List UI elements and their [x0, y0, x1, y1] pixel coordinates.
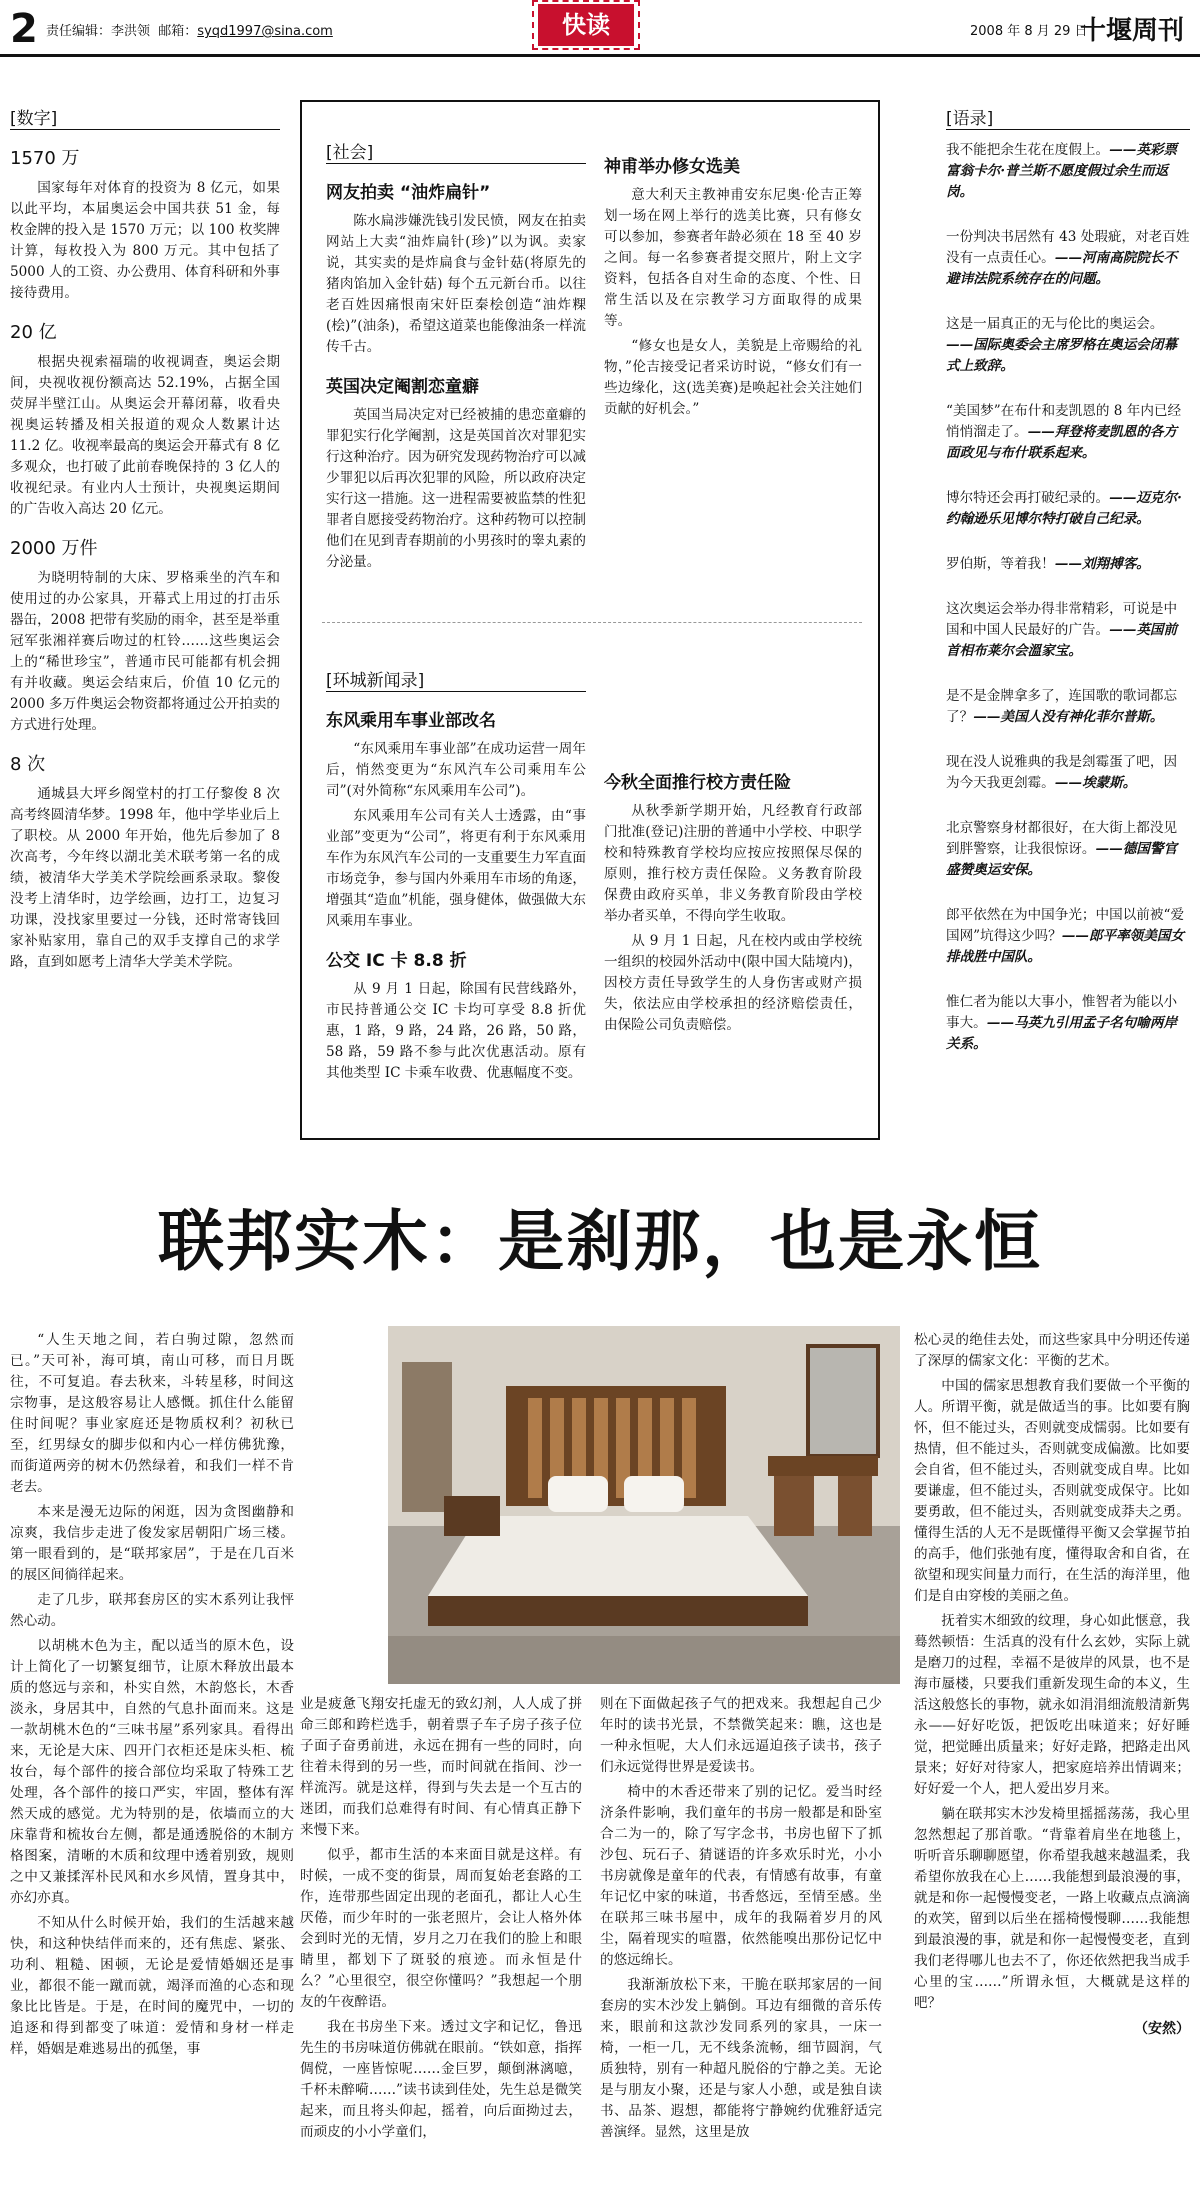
article-title: 网友拍卖 “油炸扁针” [326, 183, 491, 203]
section-society: [社会] [326, 143, 374, 163]
feature-paragraph: 我在书房坐下来。透过文字和记忆，鲁迅先生的书房味道仿佛就在眼前。“铁如意，指挥倜傥，一座皆惊呢……金巨罗，颠倒淋漓噫，千杯未醉嗬……”读书读到佳处，先生总是微笑起来，而且将头仰起，摇着，向后面拗过去，而顽皮的小小学童们， [300, 2019, 582, 2140]
section-rule [946, 129, 1190, 130]
feature-paragraph: 我渐渐放松下来，干脆在联邦家居的一间套房的实木沙发上躺倒。耳边有细微的音乐传来，眼前和这款沙发同系列的家具，一床一椅，一柜一几，无不线条流畅，细节圆润，气质独特，别有一种超凡脱俗的宁静之美。无论是与朋友小聚，还是与家人小憩，或是独自读书、品茶、遐想，都能将宁静婉约优雅舒适完善演绎。显然，这里是放 [600, 1977, 882, 2140]
article-title: 公交 IC 卡 8.8 折 [326, 951, 467, 971]
number-figure: 8 次 [10, 754, 46, 775]
section-rule [10, 129, 280, 130]
number-text: 国家每年对体育的投资为 8 亿元，如果以此平均，本届奥运会中国共获 51 金，每枚金牌的投入是 1570 万元；以 100 枚奖牌计算，每枚投入为 800 万元。其中包括了 5000 人的工资、办公费用、体育科研和外事接待费用。 [10, 180, 281, 301]
number-text: 根据央视索福瑞的收视调查，奥运会期间，央视收视份额高达 52.19%，占据全国荧屏半壁江山。从奥运会开幕闭幕，收看央视奥运转播及相关报道的观众人数累计达 11.2 亿。收视率最高的奥运会开幕式有 8 亿多观众，也打破了此前春晚保持的 3 亿人的收视纪录。有业内人士预计，央视奥运期间的广告收入高达 20 亿元。 [10, 354, 280, 517]
quote-text: 罗伯斯，等着我！ [946, 556, 1055, 572]
bedroom-illustration [388, 1326, 900, 1684]
section-rule [326, 691, 586, 692]
quotes-column [946, 104, 1190, 1079]
feature-paragraph: “人生天地之间，若白驹过隙，忽然而已。”天可补，海可填，南山可移，而日月既往，不可复追。春去秋来，斗转星移，时间这宗物事，是这般容易让人感慨。抓住什么能留住时间呢？事业家庭还是物质权利？初秋已至，红男绿女的脚步似和内心一样仿佛犹豫，而街道两旁的树木仍然绿着，和我们一样不肯老去。 [10, 1332, 294, 1495]
quote-item [946, 140, 1190, 203]
quote-source: ——美国人没有神化菲尔普斯。 [973, 709, 1164, 725]
article-paragraph: 从 9 月 1 日起，凡在校内或由学校统一组织的校园外活动中(限中国大陆境内)，因校方责任导致学生的人身伤害或财产损失，依法应由学校承担的经济赔偿责任，由保险公司负责赔偿。 [604, 933, 862, 1033]
article-title: 英国决定阉割恋童癖 [326, 377, 479, 397]
quote-item [946, 314, 1190, 377]
quote-text: 惟仁者为能以大事小，惟智者为能以小事大。 [946, 994, 1178, 1031]
feature-paragraph: 躺在联邦实木沙发椅里摇摇荡荡，我心里忽然想起了那首歌。“背靠着肩坐在地毯上，听听音乐聊聊愿望，你希望我越来越温柔，我希望你放我在心上……我能想到最浪漫的事，就是和你一起慢慢变老，一路上收藏点点滴滴的欢笑，留到以后坐在摇椅慢慢聊……我能想到最浪漫的事，就是和你一起慢慢变老，直到我们老得哪儿也去不了，你还依然把我当成手心里的宝……”所谓永恒，大概就是这样的吧？ [914, 1806, 1190, 2011]
feature-paragraph: 抚着实木细致的纹理，身心如此惬意，我蓦然顿悟：生活真的没有什么玄妙，实际上就是磨刀的过程，幸福不是彼岸的风景，也不是海市蜃楼，只要我们重新发现生命的本义，生活这般悠长的事物，就永如涓涓细流般清新隽永——好好吃饭，把饭吃出味道来；好好睡觉，把觉睡出质量来；好好走路，把路走出风景来；好好对待家人，把家庭培养出情调来；好好爱一个人，把人爱出岁月来。 [914, 1613, 1190, 1797]
quote-item [946, 818, 1190, 881]
article-paragraph: 陈水扁涉嫌洗钱引发民愤，网友在拍卖网站上大卖“油炸扁针(珍)”以为讽。卖家说，其实卖的是炸扁食与金针菇(将原先的猪肉馅加入金针菇) 每个五元新台币。以往老百姓因痛恨南宋奸臣秦桧创造“油炸粿(桧)”(油条)，希望这道菜也能像油条一样流传千古。 [326, 213, 586, 355]
quote-text: “美国梦”在布什和麦凯恩的 8 年内已经悄悄溜走了。 [946, 403, 1182, 440]
env-col-1 [326, 666, 586, 1088]
quote-item [946, 599, 1190, 662]
quote-text: 北京警察身材都很好，在大街上都没见到胖警察，让我很惊讶。 [946, 820, 1178, 857]
quote-source: ——埃蒙斯。 [1054, 775, 1137, 791]
box-divider [322, 622, 862, 623]
feature-paragraph: 中国的儒家思想教育我们要做一个平衡的人。所谓平衡，就是做适当的事。比如要有胸怀，但不能过头，否则就变成懦弱。比如要有热情，但不能过头，否则就变成偏激。比如要会自省，但不能过头，否则就变成自卑。比如要谦虚，但不能过头，否则就变成保守。比如要勇敢，但不能过头，否则就变成莽夫之勇。懂得生活的人无不是既懂得平衡又会掌握节拍的高手，他们张弛有度，懂得取舍和自省，在欲望和现实间量力而行，在生活的海洋里，他们是自由穿梭的美丽之鱼。 [914, 1378, 1190, 1604]
quote-item [946, 992, 1190, 1055]
editor-info [46, 20, 333, 39]
feature-paragraph: 本来是漫无边际的闲逛，因为贪图幽静和凉爽，我信步走进了俊发家居朝阳广场三楼。第一眼看到的，是“联邦家居”，于是在几百米的展区间徜徉起来。 [10, 1504, 294, 1583]
feature-col-3 [600, 1694, 882, 2147]
quote-source: ——郎平率领美国女排战胜中国队。 [946, 928, 1185, 965]
quote-source: ——国际奥委会主席罗格在奥运会闭幕式上致辞。 [946, 337, 1178, 374]
feature-col-1 [10, 1330, 294, 2064]
feature-paragraph: 椅中的木香还带来了别的记忆。爱当时经济条件影响，我们童年的书房一般都是和卧室合二为一的，除了写字念书，书房也留下了抓沙包、玩石子、猜谜语的许多欢乐时光，小小书房就像是童年的代表，有情感有故事，有童年记忆中家的味道，书香悠远，至情至感。坐在联邦三味书屋中，成年的我隔着岁月的风尘，隔着现实的喧嚣，依然能嗅出那份记忆中的悠远绵长。 [600, 1784, 882, 1968]
quote-text: 现在没人说雅典的我是刽霉蛋了吧，因为今天我更刽霉。 [946, 754, 1178, 791]
feature-paragraph: 则在下面做起孩子气的把戏来。我想起自己少年时的读书光景，不禁微笑起来：瞧，这也是一种永恒呢，大人们永远逼迫孩子读书，孩子们永远觉得世界是爱读书。 [600, 1696, 882, 1775]
article-paragraph: 东风乘用车公司有关人士透露，由“事业部”变更为“公司”，将更有利于东风乘用车作为东风汽车公司的一支重要生力军直面市场竞争，参与国内外乘用车市场的角逐，增强其“造血”机能，强身健体，做强做大东风乘用车事业。 [326, 808, 586, 929]
quote-text: 郎平依然在为中国争光；中国以前被“爱国网”坑得这少吗？ [946, 907, 1185, 944]
quote-item [946, 554, 1190, 575]
email-label: 邮箱： [158, 24, 198, 39]
quote-item [946, 227, 1190, 290]
quote-text: 博尔特还会再打破纪录的。 [946, 490, 1110, 506]
quote-text: 这次奥运会举办得非常精彩，可说是中国和中国人民最好的广告。 [946, 601, 1178, 638]
feature-col-4 [914, 1330, 1190, 2038]
feature-paragraph: 似乎，都市生活的本来面目就是这样。有时候，一成不变的街景，周而复始老套路的工作，连带那些固定出现的老面孔，都让人心生厌倦，而少年时的一张老照片，会让人格外体会到时光的无情，岁月之刀在我们的脸上和眼睛里，都划下了斑驳的痕迹。而永恒是什么？”心里很空，很空你懂吗？”我想起一个朋友的午夜醉语。 [300, 1847, 582, 2010]
number-figure: 2000 万件 [10, 538, 98, 559]
page-number: 2 [10, 6, 38, 52]
number-figure: 20 亿 [10, 322, 57, 343]
feature-paragraph: 不知从什么时候开始，我们的生活越来越快，和这种快结伴而来的，还有焦虑、紧张、功利、粗糙、困顿，无论是爱情婚姻还是事业，都很不能一蹴而就，竭泽而渔的心态和现象比比皆是。于是，在时间的魔咒中，一切的追逐和得到都变了味道：爱情和身材一样走样，婚姻是难逃易出的孤堡，事 [10, 1915, 294, 2057]
quote-text: 我不能把余生花在度假上。 [946, 142, 1110, 158]
issue-date: 2008 年 8 月 29 日 [970, 24, 1088, 39]
quote-source: ——马英九引用孟子名句喻两岸关系。 [946, 1015, 1178, 1052]
article-title: 今秋全面推行校方责任险 [604, 773, 791, 793]
article-paragraph: “修女也是女人，美貌是上帝赐给的礼物，”伦吉接受记者采访时说，“修女们有一些边缘化，这(选美赛)是唤起社会关注她们贡献的好机会。” [604, 338, 862, 417]
quote-item [946, 401, 1190, 464]
article-title: 东风乘用车事业部改名 [326, 711, 496, 731]
section-quotes: [语录] [946, 109, 994, 129]
number-item [10, 318, 280, 520]
society-col-2 [604, 138, 862, 424]
feature-paragraph: 松心灵的绝佳去处，而这些家具中分明还传递了深厚的儒家文化：平衡的艺术。 [914, 1332, 1190, 1369]
author-credit: （安然） [1134, 2021, 1190, 2037]
quote-source: ——迈克尔·约翰逊乐见博尔特打破自己纪录。 [946, 490, 1182, 527]
quote-source: ——河南高院院长不避讳法院系统存在的问题。 [946, 250, 1178, 287]
furniture-photo [388, 1326, 900, 1684]
article-paragraph: 从 9 月 1 日起，除国有民营线路外，市民持普通公交 IC 卡均可享受 8.8 折优惠，1 路，9 路，24 路，26 路，50 路，58 路，59 路不参与此次优惠活动。原有其他类型 IC 卡乘车收费、优惠幅度不变。 [326, 981, 586, 1081]
email-link[interactable]: syqd1997@sina.com [197, 24, 333, 39]
quote-item [946, 905, 1190, 968]
number-item [10, 750, 280, 973]
article-paragraph: 英国当局决定对已经被捕的患恋童癖的罪犯实行化学阉割，这是英国首次对罪犯实行这种治疗。因为研究发现药物治疗可以减少罪犯以后再次犯罪的风险，所以政府决定实行这一措施。这一进程需要被监禁的性犯罪者自愿接受药物治疗。这种药物可以控制他们在见到青春期前的小男孩时的睾丸素的分泌量。 [326, 407, 586, 570]
section-rule [326, 163, 586, 164]
feature-paragraph: 走了几步，联邦套房区的实木系列让我怦然心动。 [10, 1592, 294, 1629]
article-paragraph: 意大利天主教神甫安东尼奥·伦吉正筹划一场在网上举行的选美比赛，只有修女可以参加，参赛者年龄必须在 18 至 40 岁之间。每一名参赛者提交照片，附上文字资料，包括各自对生命的态度、个性、日常生活以及在宗教学习方面取得的成果等。 [604, 187, 862, 329]
section-badge: 快读 [538, 4, 634, 46]
quote-source: ——英国前首相布莱尔会溫家宝。 [946, 622, 1178, 659]
quote-item [946, 488, 1190, 530]
quote-text: 一份判决书居然有 43 处瑕疵，对老百姓没有一点责任心。 [946, 229, 1190, 266]
quote-text: 是不是金牌拿多了，连国歌的歌词都忘了？ [946, 688, 1178, 725]
number-item [10, 534, 280, 736]
quote-source: ——拜登将麦凯恩的各方面政见与布什联系起来。 [946, 424, 1178, 461]
editor-label: 责任编辑：李洪领 [46, 24, 151, 39]
number-text: 为晓明特制的大床、罗格乘坐的汽车和使用过的办公家具，开幕式上用过的打击乐器缶，2008 把带有奖励的雨伞，甚至是举重冠军张湘祥赛后吻过的杠铃……这些奥运会上的“稀世珍宝”，普通市民可能都有机会拥有并收藏。奥运会结束后，价值 10 亿元的 2000 多万件奥运会物资都将通过公开拍卖的方式进行处理。 [10, 570, 281, 733]
article-paragraph: 从秋季新学期开始，凡经教育行政部门批准(登记)注册的普通中小学校、中职学校和特殊教育学校均应按应按照保尽保的原则，推行校方责任保险。义务教育阶段保费由政府买单，非义务教育阶段由学校举办者买单，不得向学生收取。 [604, 803, 862, 924]
header-rule [0, 54, 1200, 57]
number-figure: 1570 万 [10, 148, 80, 169]
article-title: 神甫举办修女选美 [604, 157, 740, 177]
section-numbers: [数字] [10, 109, 58, 129]
quote-source: ——德国警官盛赞奥运安保。 [946, 841, 1178, 878]
article-paragraph: “东风乘用车事业部”在成功运营一周年后，悄然变更为“东风汽车公司乘用车公司”(对外简称“东风乘用车公司”)。 [326, 741, 586, 799]
society-col-1 [326, 138, 586, 577]
quote-item [946, 752, 1190, 794]
publication-name: 十堰周刊 [1080, 16, 1185, 46]
env-col-2 [604, 754, 862, 1040]
feature-title: 联邦实木：是刹那，也是永恒 [158, 1202, 1042, 1280]
quote-source: ——刘翔搏客。 [1054, 556, 1150, 572]
feature-paragraph: 以胡桃木色为主，配以适当的原木色，设计上简化了一切繁复细节，让原木释放出最本质的悠远与亲和，朴实自然，木韵悠长，木香淡永，身居其中，自然的气息扑面而来。这是一款胡桃木色的“三味书屋”系列家具。看得出来，无论是大床、四开门衣柜还是床头柜、梳妆台，每个部件的接合部位均采取了特殊工艺处理，各个部件的接口严实，牢固，整体有浑然天成的感觉。尤为特别的是，依墙而立的大床靠背和梳妆台左侧，都是通透脱俗的木制方格图案，清晰的木质和纹理中透着别致，规则之中又兼揉浑朴民风和水乡风情，置身其中，亦幻亦真。 [10, 1638, 294, 1906]
numbers-column [10, 104, 280, 977]
feature-paragraph: 业是疲惫飞翔安托虚无的致幻剂，人人成了拼命三郎和跨栏选手，朝着票子车子房子孩子位子面子奋勇前进，永远在拥有一些的同时，向往着未得到的另一些，而时间就在指间、沙一样流泻。就是这样，得到与失去是一个互古的迷团，而我们总难得有时间、有心情真正静下来慢下来。 [300, 1696, 582, 1838]
quote-source: ——英彩票富翁卡尔·普兰斯不愿度假过余生而返岗。 [946, 142, 1178, 200]
number-text: 通城县大坪乡阁堂村的打工仔黎俊 8 次高考终圆清华梦。1998 年，他中学毕业后上了职校。从 2000 年开始，他先后参加了 8 次高考，今年终以湖北美术联考第一名的成绩，被清华大学美术学院绘画系录取。黎俊没考上清华时，边学绘画，边打工，边复习功课，没找家里要过一分钱，还时常寄钱回家补贴家用，靠自己的双手支撑自己的求学路，直到如愿考上清华大学美术学院。 [10, 786, 281, 970]
number-item [10, 144, 280, 304]
quote-text: 这是一届真正的无与伦比的奥运会。 [946, 316, 1164, 332]
feature-col-2 [300, 1694, 582, 2147]
section-env-news: [环城新闻录] [326, 671, 425, 691]
quote-item [946, 686, 1190, 728]
